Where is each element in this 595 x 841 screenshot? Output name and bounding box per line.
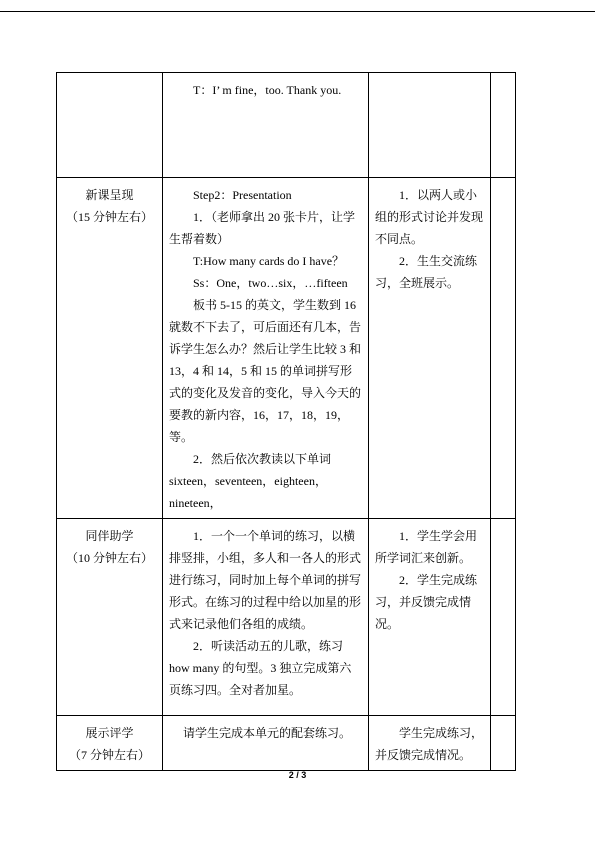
- section-title: 同伴助学: [85, 529, 134, 543]
- teacher-line: 2．听读活动五的儿歌，练习 how many 的句型。3 独立完成第六页练习四。全对者加星。: [169, 639, 352, 697]
- teacher-line: Ss：One，two…six，…fifteen: [193, 276, 348, 290]
- notes-cell: [491, 519, 516, 716]
- teacher-activity-cell: [163, 716, 369, 771]
- teacher-line: Step2：Presentation: [193, 188, 292, 202]
- student-line: 2．生生交流练习，全班展示。: [375, 254, 478, 290]
- teacher-activity-cell: [163, 519, 369, 716]
- student-line: 1．学生学会用所学词汇来创新。: [375, 529, 478, 565]
- teacher-line: 请学生完成本单元的配套练习。: [183, 726, 352, 740]
- notes-cell: [491, 716, 516, 771]
- section-cell: [57, 519, 163, 716]
- table-row: [57, 178, 516, 519]
- section-time: （15 分钟左右）: [65, 210, 153, 224]
- page-number: 2 / 3: [288, 770, 307, 780]
- teacher-line: T:How many cards do I have？: [193, 254, 345, 268]
- section-time: （7 分钟左右）: [68, 748, 150, 762]
- teacher-line: 2．然后依次教读以下单词: [193, 452, 332, 466]
- section-title: 展示评学: [85, 726, 134, 740]
- student-line: 学生完成练习，并反馈完成情况。: [375, 726, 484, 762]
- section-cell: [57, 73, 163, 178]
- student-line: 1．以两人或小组的形式讨论并发现不同点。: [375, 188, 484, 246]
- section-cell: [57, 716, 163, 771]
- table-row: [57, 716, 516, 771]
- teacher-line: 1．一个一个单词的练习，以横排竖排，小组，多人和一各人的形式进行练习，同时加上每个单词的拼写形式。在练习的过程中给以加星的形式来记录他们各组的成绩。: [169, 529, 362, 631]
- student-line: 2．学生完成练习，并反馈完成情况。: [375, 573, 478, 631]
- table-row: [57, 519, 516, 716]
- teacher-line: T：I’ m fine，too. Thank you.: [193, 83, 342, 97]
- student-activity-cell: [369, 716, 491, 771]
- student-activity-cell: [369, 73, 491, 178]
- notes-cell: [491, 178, 516, 519]
- teacher-activity-cell: [163, 178, 369, 519]
- section-title: 新课呈现: [85, 188, 134, 202]
- teacher-line: 1．（老师拿出 20 张卡片，让学生帮着数）: [169, 210, 356, 246]
- student-activity-cell: [369, 519, 491, 716]
- table-row: [57, 73, 516, 178]
- teacher-activity-cell: [163, 73, 369, 178]
- teacher-line: 板书 5-15 的英文，学生数到 16 就数不下去了，可后面还有几本，告诉学生怎么办？然后让学生比较 3 和 13，4 和 14，5 和 15 的单词拼写形式的变化及发音的变化，导入今天的要教的新内容，16，17，18，19，等。: [169, 298, 362, 444]
- section-cell: [57, 178, 163, 519]
- student-activity-cell: [369, 178, 491, 519]
- header-rule: [0, 11, 595, 12]
- teacher-line: sixteen，seventeen，eighteen，nineteen，: [169, 474, 327, 510]
- notes-cell: [491, 73, 516, 178]
- section-time: （10 分钟左右）: [65, 551, 153, 565]
- lesson-plan-table: [56, 72, 516, 771]
